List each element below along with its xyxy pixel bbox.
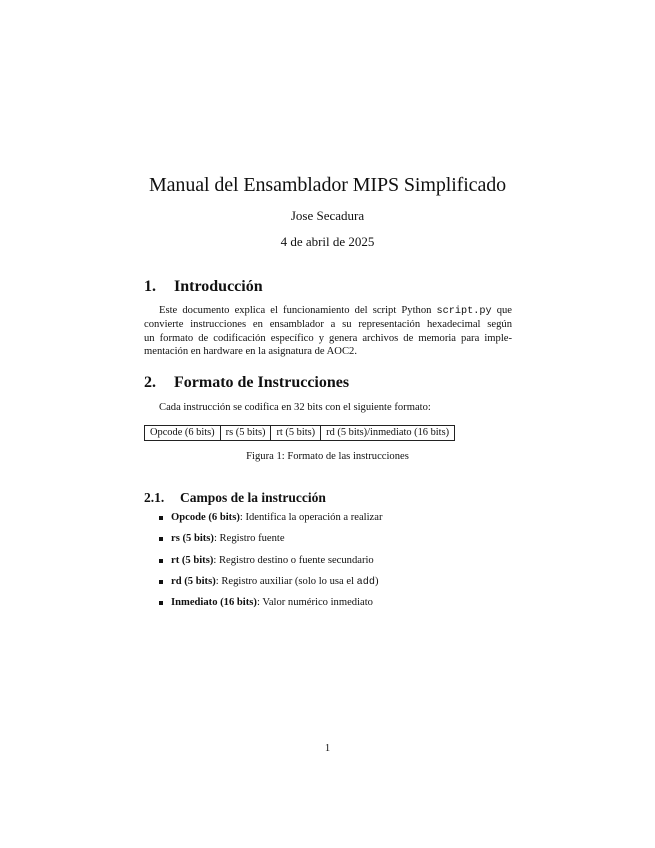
item-description: : Valor numérico inmediato xyxy=(256,597,373,609)
document-author: Jose Secadura xyxy=(290,208,365,223)
instruction-format-table xyxy=(144,425,455,441)
subsection-heading-campos xyxy=(144,489,326,506)
item-term: Opcode (6 bits) xyxy=(171,512,240,523)
paragraph-line: convierte instrucciones en ensamblador a su representación hexadecimal según xyxy=(144,319,512,331)
paragraph-text: Este documento explica el funcionamiento del script Python xyxy=(159,305,437,316)
paragraph-line: un formato de codificación específico y genera archivos de memoria para imple- xyxy=(144,332,512,344)
bullet-icon xyxy=(159,559,163,563)
section-number: 1. xyxy=(144,278,156,295)
subsection-title: Campos de la instrucción xyxy=(180,490,326,505)
item-description: : Registro auxiliar (solo lo usa el xyxy=(215,575,357,587)
bullet-icon xyxy=(159,601,163,605)
paragraph-text: que xyxy=(491,305,512,316)
fields-list xyxy=(159,511,383,617)
item-term: rd (5 bits) xyxy=(171,575,216,587)
format-cell-rs: rs (5 bits) xyxy=(220,426,271,441)
inline-code-script: script.py xyxy=(436,306,492,317)
format-cell-rd-inmediato: rd (5 bits)/inmediato (16 bits) xyxy=(321,426,455,441)
format-lead-text: Cada instrucción se codifica en 32 bits con el siguiente formato: xyxy=(159,402,431,413)
intro-paragraph xyxy=(144,304,512,359)
list-item xyxy=(159,532,383,553)
page-number: 1 xyxy=(324,743,331,754)
bullet-icon xyxy=(159,580,163,584)
subsection-number: 2.1. xyxy=(144,490,165,505)
paragraph-line xyxy=(144,304,512,318)
section-heading-formato xyxy=(144,373,349,393)
inline-code-add: add xyxy=(356,576,376,588)
item-description-suffix: ) xyxy=(375,575,379,587)
section-heading-introduccion xyxy=(144,277,263,297)
item-term: Inmediato (16 bits) xyxy=(171,597,257,609)
table-row xyxy=(145,426,455,441)
document-date: 4 de abril de 2025 xyxy=(280,234,375,249)
section-number: 2. xyxy=(144,374,156,391)
bullet-icon xyxy=(159,516,163,520)
document-title: Manual del Ensamblador MIPS Simplificado xyxy=(148,174,507,196)
list-item xyxy=(159,575,383,596)
bullet-icon xyxy=(159,537,163,541)
figure-caption: Figura 1: Formato de las instrucciones xyxy=(246,451,409,462)
format-cell-opcode: Opcode (6 bits) xyxy=(145,426,221,441)
item-description: : Identifica la operación a realizar xyxy=(239,512,383,523)
list-item xyxy=(159,596,383,617)
item-description: : Registro fuente xyxy=(213,533,285,545)
item-term: rs (5 bits) xyxy=(171,533,214,545)
list-item xyxy=(159,554,383,575)
item-description: : Registro destino o fuente secundario xyxy=(213,554,374,566)
format-cell-rt: rt (5 bits) xyxy=(271,426,321,441)
section-title: Formato de Instrucciones xyxy=(174,374,350,391)
paragraph-line: mentación en hardware en la asignatura de AOC2. xyxy=(144,346,357,358)
section-title: Introducción xyxy=(174,278,263,295)
item-term: rt (5 bits) xyxy=(171,554,214,566)
list-item xyxy=(159,511,383,532)
